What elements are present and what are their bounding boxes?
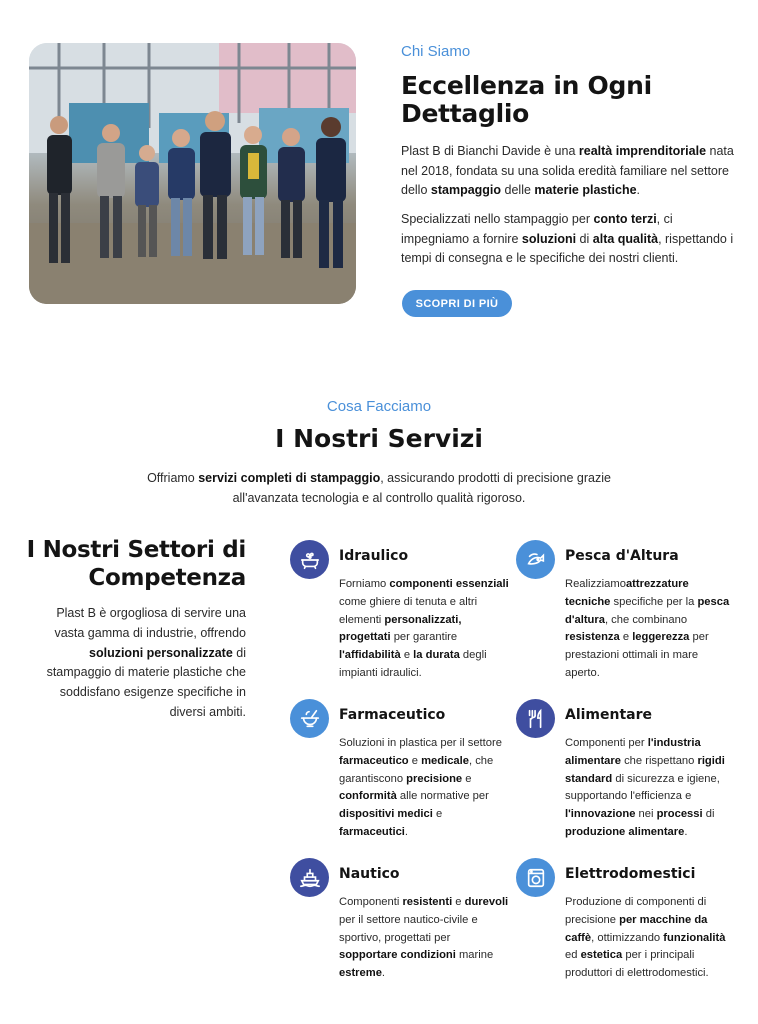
sector-card-text: Componenti per l'industria alimentare che rispettano rigidi standard di sicurezza e igiene, supportando l'efficienza e l'innovazione nei processi di produzione alimentare.	[565, 737, 725, 838]
sector-card-title: Nautico	[339, 866, 400, 882]
about-paragraph-1: Plast B di Bianchi Davide è una realtà imprenditoriale nata nel 2018, fondata su una solida eredità familiare nel settore dello stampaggio delle materie plastiche.	[401, 144, 734, 197]
fish-icon	[516, 540, 555, 579]
about-eyebrow: Chi Siamo	[401, 43, 471, 60]
washing-machine-icon	[516, 858, 555, 897]
sector-card-title: Pesca d'Altura	[565, 548, 679, 564]
sectors-title: I Nostri Settori di Competenza	[26, 537, 246, 591]
discover-more-button[interactable]: SCOPRI DI PIÙ	[402, 290, 512, 317]
sector-card-title: Elettrodomestici	[565, 866, 696, 882]
services-intro: Offriamo servizi completi di stampaggio, assicurando prodotti di precisione grazie all'avanzata tecnologia e al controllo qualità rigoroso.	[147, 471, 611, 505]
sector-card-text: Realizziamoattrezzature tecniche specifiche per la pesca d'altura, che combinano resistenza e leggerezza per prestazioni ottimali in mare aperto.	[565, 578, 730, 679]
mortar-pestle-icon	[290, 699, 329, 738]
sector-card-title: Idraulico	[339, 548, 409, 564]
bathtub-icon	[290, 540, 329, 579]
sector-card-text: Componenti resistenti e durevoli per il settore nautico-civile e sportivo, progettati per sopportare condizioni marine estreme.	[339, 896, 509, 980]
team-photo	[29, 43, 356, 304]
sector-card-text: Soluzioni in plastica per il settore farmaceutico e medicale, che garantiscono precisione e conformità alle normative per dispositivi medici e farmaceutici.	[339, 737, 502, 838]
about-title: Eccellenza in Ogni Dettaglio	[401, 71, 652, 128]
cutlery-icon	[516, 699, 555, 738]
ship-icon	[290, 858, 329, 897]
about-paragraph-2: Specializzati nello stampaggio per conto terzi, ci impegniamo a fornire soluzioni di alta qualità, rispettando i tempi di consegna e le specifiche dei nostri clienti.	[401, 212, 734, 265]
sector-card-text: Forniamo componenti essenziali come ghiere di tenuta e altri elementi personalizzati, progettati per garantire l'affidabilità e la durata degli impianti idraulici.	[339, 578, 509, 679]
sectors-intro: Plast B è orgogliosa di servire una vasta gamma di industrie, offrendo soluzioni personalizzate di stampaggio di materie plastiche che soddisfano esigenze specifiche in diversi ambiti.	[46, 606, 246, 719]
sector-card-title: Farmaceutico	[339, 707, 446, 723]
sector-card-title: Alimentare	[565, 707, 653, 723]
sector-card-text: Produzione di componenti di precisione per macchine da caffè, ottimizzando funzionalità ed estetica per i principali produttori di elettrodomestici.	[565, 896, 726, 980]
services-title: I Nostri Servizi	[275, 424, 483, 453]
services-eyebrow: Cosa Facciamo	[326, 398, 432, 415]
